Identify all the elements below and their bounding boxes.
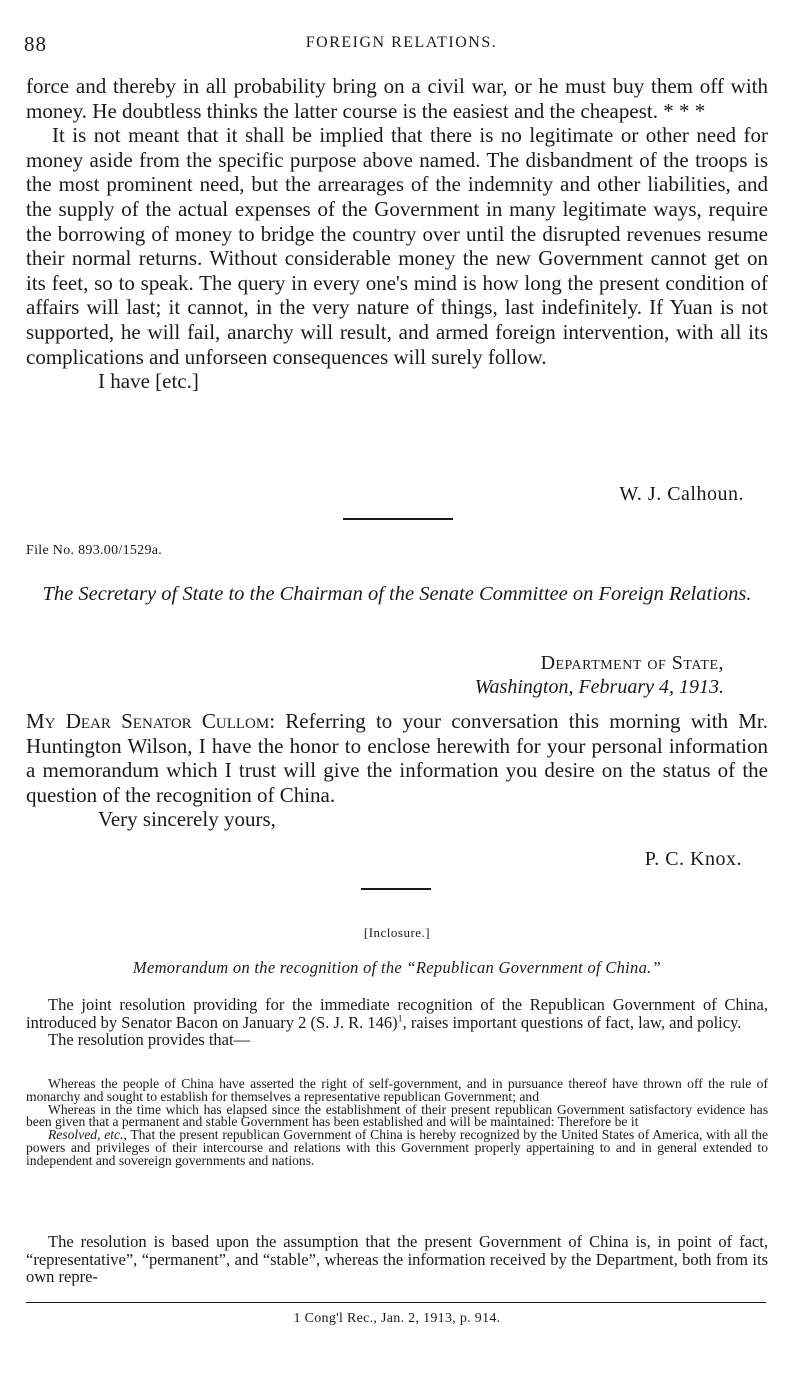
resolution-quote [26, 1078, 768, 1168]
paragraph: force and thereby in all probability bring on a civil war, or he must buy them off with money. He doubtless thinks the latter course is the easiest and the cheapest. * * * [26, 74, 768, 123]
footnote-ref: 1 [397, 1013, 403, 1024]
letter-dateline [26, 651, 768, 699]
letter-body: Referring to your conversation this morning with Mr. Huntington Wilson, I have the honor to enclose herewith for your personal information a memorandum which I trust will give the information you desire on the status of the question of the recognition of China. [26, 709, 768, 807]
closing: Very sincerely yours, [98, 807, 276, 832]
memorandum-continuation [26, 1233, 768, 1286]
letter-knox [26, 709, 768, 832]
page-header [0, 32, 803, 58]
paragraph-text: , raises important questions of fact, law, and policy. [402, 1012, 742, 1032]
paragraph: The resolution is based upon the assumption that the present Government of China is, in point of fact, “representative”, “permanent”, and “stable”, whereas the information received by the Department, both from its own repre- [26, 1232, 768, 1286]
quote-text: That the present republican Government of China is hereby recognized by the United States of America, with all the powers and privileges of their intercourse and relations with this Government properly appertaining to and in general extended to independent and sovereign governments and nations. [26, 1127, 768, 1168]
footnote: 1 Cong'l Rec., Jan. 2, 1913, p. 914. [293, 1311, 501, 1326]
letter-calhoun [26, 74, 768, 394]
quote-paragraph: Whereas the people of China have asserted the right of self-government, and in pursuance thereof have thrown off the rule of monarchy and sought to establish for themselves a representative republican Government; and [26, 1076, 768, 1104]
paragraph: The resolution provides that— [48, 1030, 251, 1049]
quote-paragraph [26, 1129, 768, 1167]
memorandum-intro [26, 996, 768, 1049]
salutation: My Dear Senator Cullom: [26, 709, 276, 733]
footnote-rule [26, 1302, 766, 1303]
running-head: FOREIGN RELATIONS. [305, 34, 498, 51]
divider [361, 888, 431, 890]
paragraph [26, 996, 768, 1031]
file-number: File No. 893.00/1529a. [26, 543, 163, 558]
page-number: 88 [24, 32, 47, 56]
signature-knox: P. C. Knox. [644, 848, 742, 870]
paragraph-text: The joint resolution providing for the immediate recognition of the Republican Government of China, introduced by Senator Bacon on January 2 (S. J. R. 146) [26, 995, 768, 1032]
place-date: Washington, February 4, 1913. [474, 676, 724, 698]
memorandum-title: Memorandum on the recognition of the “Republican Government of China.” [132, 958, 662, 977]
letter-heading: The Secretary of State to the Chairman of the Senate Committee on Foreign Relations. [42, 583, 752, 605]
inclosure-label: [Inclosure.] [363, 925, 431, 940]
signature-calhoun: W. J. Calhoun. [619, 483, 744, 505]
paragraph: It is not meant that it shall be implied that there is no legitimate or other need for money aside from the specific purpose above named. The disbandment of the troops is the most prominent need, but the arrearages of the indemnity and other liabilities, and the supply of the actual expenses of the Government in many legitimate ways, require the borrowing of money to bridge the country over until the disrupted revenues resume their normal returns. Without considerable money the new Government cannot get on its feet, so to speak. The query in every one's mind is how long the present condition of affairs will last; it cannot, in the very nature of things, last indefinitely. If Yuan is not supported, he will fail, anarchy will result, and armed foreign intervention, with all its complications and unforseen consequences will surely follow. [26, 123, 768, 369]
quote-paragraph: Whereas in the time which has elapsed since the establishment of their present republican Government satisfactory evidence has been given that a permanent and stable Government has been established and will be maintained: Therefore be it [26, 1101, 768, 1130]
department-name: Department of State, [540, 652, 724, 674]
paragraph [26, 709, 768, 807]
divider [343, 518, 453, 520]
closing: I have [etc.] [98, 369, 199, 394]
resolved-clause: Resolved, etc., [48, 1127, 127, 1143]
